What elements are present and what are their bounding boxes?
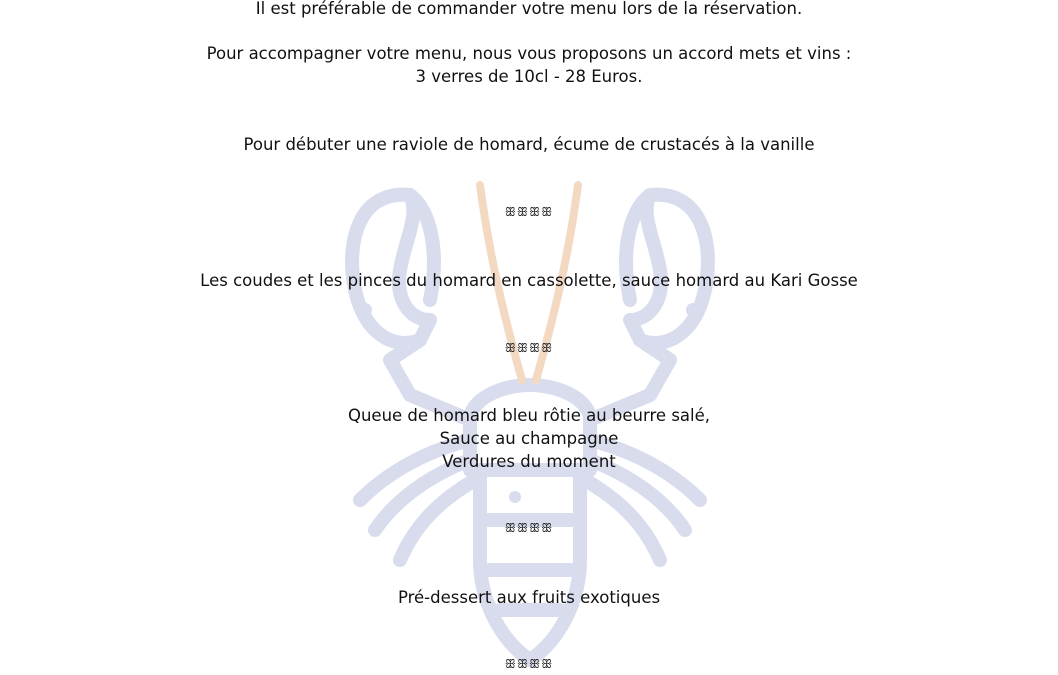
course-1-text: Pour débuter une raviole de homard, écume de crustacés à la vanille bbox=[243, 135, 815, 154]
intro-wine-text: Pour accompagner votre menu, nous vous proposons un accord mets et vins : bbox=[206, 44, 852, 63]
course-4-text: Pré-dessert aux fruits exotiques bbox=[397, 588, 661, 607]
course-2-text: Les coudes et les pinces du homard en cassolette, sauce homard au Kari Gosse bbox=[200, 271, 858, 290]
intro-wine-price-text: 3 verres de 10cl - 28 Euros. bbox=[415, 67, 643, 86]
separator-ornament-1: ꕥꕥꕥꕥ bbox=[504, 205, 554, 219]
separator-ornament-3: ꕥꕥꕥꕥ bbox=[504, 521, 554, 535]
course-3-garnish: Verdures du moment bbox=[442, 452, 616, 471]
intro-order-text: Il est préférable de commander votre menu lors de la réservation. bbox=[255, 0, 803, 18]
course-3-sauce: Sauce au champagne bbox=[439, 429, 619, 448]
course-3-title: Queue de homard bleu rôtie au beurre salé, bbox=[347, 406, 711, 425]
separator-ornament-4: ꕥꕥꕥꕥ bbox=[504, 657, 554, 671]
separator-ornament-2: ꕥꕥꕥꕥ bbox=[504, 341, 554, 355]
